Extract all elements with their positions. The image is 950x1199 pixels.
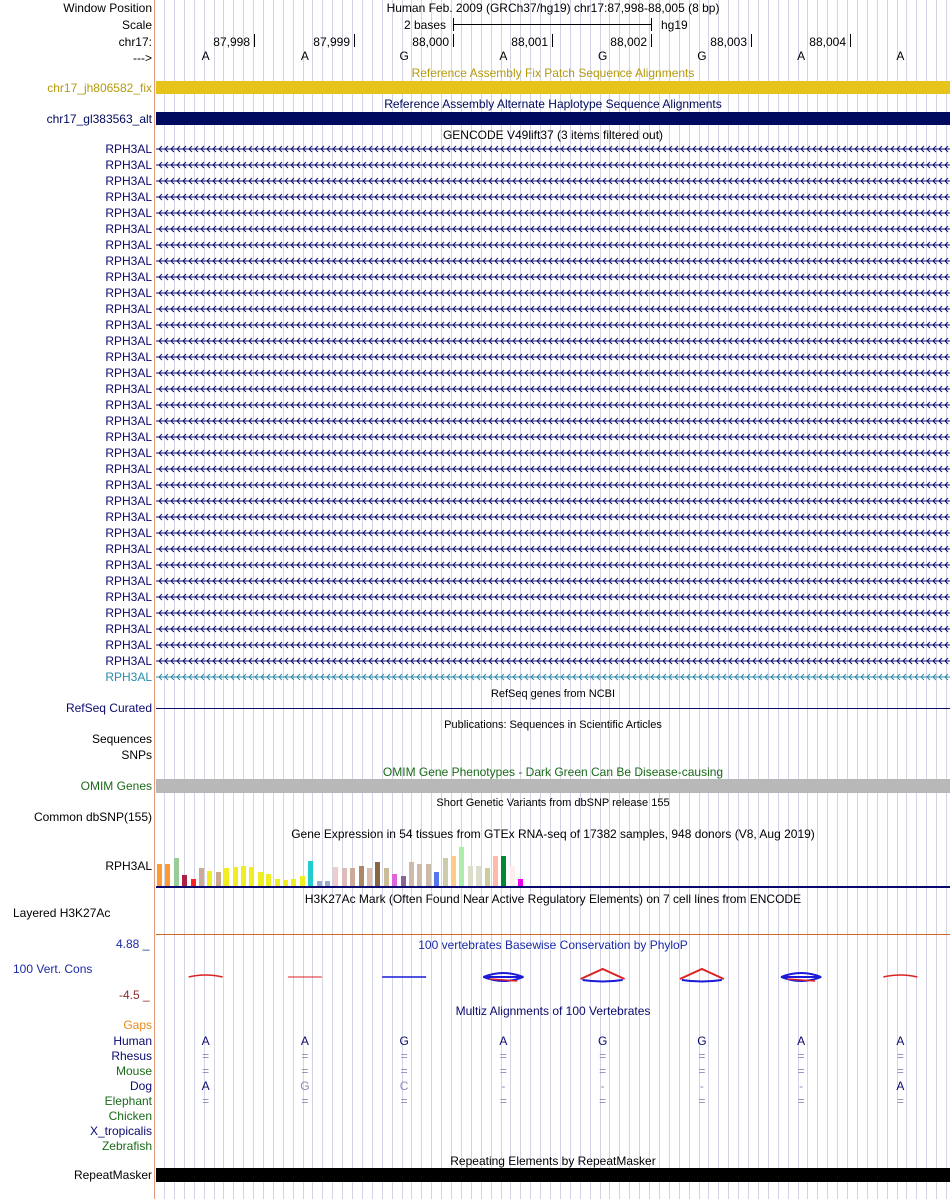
gtex-tissue-bar[interactable]: [207, 871, 212, 886]
gtex-tissue-bar[interactable]: [476, 866, 481, 886]
multiz-aligned-base: A: [797, 1034, 806, 1048]
multiz-species-label[interactable]: Dog: [129, 1079, 152, 1093]
gencode-gene-label[interactable]: RPH3AL: [105, 334, 152, 348]
ruler-position-label: 87,998: [213, 35, 250, 49]
gencode-gene-label[interactable]: RPH3AL: [105, 414, 152, 428]
gencode-gene-label[interactable]: RPH3AL: [105, 318, 152, 332]
refseq-label[interactable]: RefSeq Curated: [65, 701, 152, 715]
gtex-tissue-bar[interactable]: [300, 876, 305, 886]
publications-sequences-label[interactable]: Sequences: [91, 732, 152, 746]
multiz-aligned-base: =: [797, 1094, 805, 1108]
gtex-tissue-bar[interactable]: [468, 866, 473, 886]
phylop-max-label: 4.88 _: [116, 937, 150, 951]
gencode-gene-label[interactable]: RPH3AL: [105, 350, 152, 364]
repeatmasker-element-bar[interactable]: [156, 1168, 950, 1182]
gencode-transcript[interactable]: [156, 477, 950, 493]
gencode-gene-label[interactable]: RPH3AL: [105, 510, 152, 524]
gencode-gene-label[interactable]: RPH3AL: [105, 478, 152, 492]
gencode-transcript[interactable]: [156, 525, 950, 541]
multiz-aligned-base: =: [698, 1094, 706, 1108]
gencode-transcript[interactable]: [156, 557, 950, 573]
gencode-transcript[interactable]: [156, 509, 950, 525]
gencode-transcript[interactable]: [156, 317, 950, 333]
multiz-aligned-base: =: [896, 1064, 904, 1078]
gencode-transcript[interactable]: [156, 429, 950, 445]
gencode-gene-label[interactable]: RPH3AL: [105, 654, 152, 668]
gencode-transcript[interactable]: [156, 621, 950, 637]
phylop-track-title: 100 vertebrates Basewise Conservation by PhyloP: [418, 938, 688, 952]
reference-base: A: [896, 49, 905, 63]
gtex-tissue-bar[interactable]: [426, 864, 431, 886]
scale-bar-left-cap: [453, 18, 454, 31]
assembly-title: Human Feb. 2009 (GRCh37/hg19) chr17:87,998-88,005 (8 bp): [386, 1, 720, 15]
multiz-species-label[interactable]: Human: [113, 1034, 152, 1048]
scale-bar: [453, 24, 651, 25]
gtex-tissue-bar[interactable]: [291, 879, 296, 886]
multiz-species-label[interactable]: Zebrafish: [101, 1139, 152, 1153]
multiz-aligned-base: A: [201, 1079, 210, 1093]
multiz-aligned-base: -: [799, 1079, 804, 1093]
multiz-aligned-base: A: [896, 1034, 905, 1048]
multiz-aligned-base: A: [201, 1034, 210, 1048]
ruler-tick: [651, 34, 652, 47]
multiz-species-label[interactable]: Rhesus: [111, 1049, 152, 1063]
gencode-transcript[interactable]: [156, 221, 950, 237]
multiz-aligned-base: A: [300, 1034, 309, 1048]
gencode-transcript[interactable]: [156, 637, 950, 653]
fix-patch-label[interactable]: chr17_jh806582_fix: [47, 81, 152, 95]
gencode-gene-label[interactable]: RPH3AL: [105, 622, 152, 636]
gencode-gene-label[interactable]: RPH3AL: [105, 430, 152, 444]
gtex-tissue-bar[interactable]: [241, 866, 246, 886]
fix-patch-alignment-bar[interactable]: [156, 81, 950, 94]
gencode-gene-label[interactable]: RPH3AL: [105, 206, 152, 220]
gtex-tissue-bar[interactable]: [409, 862, 414, 886]
multiz-aligned-base: =: [896, 1094, 904, 1108]
gtex-gene-label[interactable]: RPH3AL: [105, 859, 152, 873]
gtex-tissue-bar[interactable]: [518, 879, 523, 886]
gencode-transcript[interactable]: [156, 269, 950, 285]
chrom-label: chr17:: [118, 35, 152, 49]
gtex-tissue-bar[interactable]: [191, 879, 196, 886]
gencode-gene-label[interactable]: RPH3AL: [105, 366, 152, 380]
scale-db: hg19: [661, 18, 688, 32]
multiz-aligned-base: G: [697, 1034, 707, 1048]
multiz-aligned-base: =: [202, 1064, 210, 1078]
multiz-aligned-base: =: [400, 1049, 408, 1063]
gencode-transcript[interactable]: [156, 253, 950, 269]
gtex-tissue-bar[interactable]: [199, 868, 204, 886]
gencode-transcript[interactable]: [156, 381, 950, 397]
gtex-tissue-bar[interactable]: [375, 862, 380, 886]
gtex-gene-underline: [156, 886, 950, 888]
gencode-transcript[interactable]: [156, 189, 950, 205]
multiz-aligned-base: =: [301, 1064, 309, 1078]
multiz-aligned-base: =: [599, 1049, 607, 1063]
gtex-tissue-bar[interactable]: [443, 858, 448, 886]
phylop-conservation-plot[interactable]: [156, 960, 950, 994]
gencode-gene-label[interactable]: RPH3AL: [105, 542, 152, 556]
gencode-gene-label[interactable]: RPH3AL: [105, 526, 152, 540]
omim-label[interactable]: OMIM Genes: [80, 779, 152, 793]
multiz-aligned-base: =: [301, 1094, 309, 1108]
multiz-aligned-base: =: [202, 1094, 210, 1108]
gtex-tissue-bar[interactable]: [359, 866, 364, 886]
multiz-species-label[interactable]: X_tropicalis: [89, 1124, 152, 1138]
gencode-transcript[interactable]: [156, 541, 950, 557]
gencode-transcript[interactable]: [156, 157, 950, 173]
gencode-gene-label[interactable]: RPH3AL: [105, 606, 152, 620]
gencode-gene-label[interactable]: RPH3AL: [105, 190, 152, 204]
strand-arrow-label: --->: [133, 51, 152, 65]
repeatmasker-track-title: Repeating Elements by RepeatMasker: [450, 1154, 656, 1168]
gtex-tissue-bar[interactable]: [157, 864, 162, 886]
gtex-tissue-bar[interactable]: [434, 872, 439, 886]
gtex-tissue-bar[interactable]: [384, 868, 389, 886]
multiz-aligned-base: A: [896, 1079, 905, 1093]
multiz-aligned-base: =: [599, 1064, 607, 1078]
gtex-tissue-bar[interactable]: [216, 872, 221, 886]
gencode-transcript[interactable]: [156, 605, 950, 621]
multiz-aligned-base: =: [896, 1049, 904, 1063]
publications-snps-label[interactable]: SNPs: [121, 748, 152, 762]
gencode-transcript[interactable]: [156, 349, 950, 365]
gtex-tissue-bar[interactable]: [342, 868, 347, 886]
gencode-gene-label[interactable]: RPH3AL: [105, 462, 152, 476]
gencode-gene-label[interactable]: RPH3AL: [105, 238, 152, 252]
gtex-tissue-bar[interactable]: [367, 868, 372, 886]
refseq-track-title: RefSeq genes from NCBI: [490, 688, 616, 700]
alt-haplotype-alignment-bar[interactable]: [156, 112, 950, 125]
gencode-gene-label[interactable]: RPH3AL: [105, 558, 152, 572]
phylop-label[interactable]: 100 Vert. Cons: [13, 962, 93, 976]
multiz-species-label[interactable]: Mouse: [115, 1064, 152, 1078]
reference-base: G: [399, 49, 409, 63]
multiz-aligned-base: =: [797, 1064, 805, 1078]
ruler-position-label: 88,004: [809, 35, 846, 49]
gencode-gene-label[interactable]: RPH3AL: [105, 270, 152, 284]
gencode-gene-label[interactable]: RPH3AL: [105, 158, 152, 172]
multiz-aligned-base: =: [499, 1049, 507, 1063]
h3k27ac-label[interactable]: Layered H3K27Ac: [13, 906, 111, 920]
gencode-transcript[interactable]: [156, 589, 950, 605]
reference-base: A: [201, 49, 210, 63]
multiz-gaps-label[interactable]: Gaps: [123, 1018, 152, 1032]
scale-label: Scale: [121, 18, 152, 32]
multiz-aligned-base: G: [300, 1079, 310, 1093]
gtex-tissue-bar[interactable]: [308, 861, 313, 886]
gencode-transcript[interactable]: [156, 413, 950, 429]
gencode-gene-label[interactable]: RPH3AL: [105, 398, 152, 412]
gtex-tissue-bar[interactable]: [266, 874, 271, 886]
gtex-tissue-bar[interactable]: [417, 864, 422, 886]
multiz-aligned-base: =: [400, 1094, 408, 1108]
scale-text: 2 bases: [404, 18, 447, 32]
gencode-gene-label[interactable]: RPH3AL: [105, 446, 152, 460]
omim-gene-bar[interactable]: [156, 779, 950, 793]
repeatmasker-label[interactable]: RepeatMasker: [73, 1168, 152, 1182]
reference-base: A: [300, 49, 309, 63]
multiz-aligned-base: G: [399, 1034, 409, 1048]
gtex-track-title: Gene Expression in 54 tissues from GTEx RNA-seq of 17382 samples, 948 donors (V8, Aug 2019): [291, 827, 815, 841]
multiz-aligned-base: =: [698, 1064, 706, 1078]
gencode-transcript[interactable]: [156, 333, 950, 349]
gencode-transcript[interactable]: [156, 573, 950, 589]
ruler-position-label: 88,001: [511, 35, 548, 49]
ruler-tick: [354, 34, 355, 47]
gtex-tissue-bar[interactable]: [224, 868, 229, 886]
multiz-aligned-base: =: [499, 1064, 507, 1078]
multiz-aligned-base: =: [797, 1049, 805, 1063]
multiz-aligned-base: -: [699, 1079, 704, 1093]
ruler-tick: [254, 34, 255, 47]
ruler-position-label: 88,002: [610, 35, 647, 49]
gencode-transcript[interactable]: [156, 493, 950, 509]
reference-base: A: [499, 49, 508, 63]
reference-base: G: [697, 49, 707, 63]
gencode-transcript[interactable]: [156, 397, 950, 413]
h3k27ac-signal-baseline[interactable]: [156, 934, 950, 935]
ruler-tick: [850, 34, 851, 47]
multiz-aligned-base: =: [301, 1049, 309, 1063]
multiz-aligned-base: A: [499, 1034, 508, 1048]
multiz-aligned-base: G: [597, 1034, 608, 1048]
multiz-aligned-base: =: [698, 1049, 706, 1063]
gtex-tissue-bar[interactable]: [258, 872, 263, 886]
multiz-aligned-base: C: [399, 1079, 409, 1093]
gencode-gene-label[interactable]: RPH3AL: [105, 590, 152, 604]
gtex-tissue-bar[interactable]: [182, 875, 187, 886]
gtex-tissue-bar[interactable]: [275, 879, 280, 886]
ruler-position-label: 88,000: [412, 35, 449, 49]
multiz-aligned-base: =: [499, 1094, 507, 1108]
gencode-transcript[interactable]: [156, 669, 950, 685]
gencode-gene-label[interactable]: RPH3AL: [105, 382, 152, 396]
h3k27ac-track-title: H3K27Ac Mark (Often Found Near Active Regulatory Elements) on 7 cell lines from ENCODE: [304, 892, 802, 906]
ruler-position-label: 87,999: [313, 35, 350, 49]
gtex-tissue-bar[interactable]: [485, 868, 490, 886]
alt-haplotype-label[interactable]: chr17_gl383563_alt: [46, 112, 152, 126]
gencode-transcript[interactable]: [156, 365, 950, 381]
gencode-transcript[interactable]: [156, 653, 950, 669]
reference-base: G: [597, 49, 608, 63]
gtex-tissue-bar[interactable]: [493, 856, 498, 886]
dbsnp-label[interactable]: Common dbSNP(155): [33, 810, 152, 824]
gencode-gene-label[interactable]: RPH3AL: [105, 638, 152, 652]
gencode-gene-label[interactable]: RPH3AL: [105, 574, 152, 588]
multiz-track-title: Multiz Alignments of 100 Vertebrates: [455, 1004, 651, 1018]
gencode-transcript[interactable]: [156, 445, 950, 461]
scale-bar-right-cap: [651, 18, 652, 31]
gencode-transcript[interactable]: [156, 141, 950, 157]
multiz-species-label[interactable]: Chicken: [108, 1109, 152, 1123]
ruler-tick: [751, 34, 752, 47]
refseq-gene-line[interactable]: [156, 708, 950, 709]
gencode-gene-label[interactable]: RPH3AL: [105, 174, 152, 188]
multiz-aligned-base: -: [501, 1079, 506, 1093]
alt-haplotype-track-title: Reference Assembly Alternate Haplotype Sequence Alignments: [384, 97, 722, 111]
ruler-position-label: 88,003: [710, 35, 747, 49]
ruler-tick: [453, 34, 454, 47]
gencode-transcript[interactable]: [156, 237, 950, 253]
gtex-tissue-bar[interactable]: [233, 867, 238, 886]
gencode-gene-label[interactable]: RPH3AL: [105, 286, 152, 300]
gencode-gene-label[interactable]: RPH3AL: [105, 222, 152, 236]
gencode-track-title: GENCODE V49lift37 (3 items filtered out): [442, 128, 664, 142]
fix-patch-track-title: Reference Assembly Fix Patch Sequence Alignments: [411, 66, 695, 80]
omim-track-title: OMIM Gene Phenotypes - Dark Green Can Be Disease-causing: [382, 765, 724, 779]
ruler-tick: [552, 34, 553, 47]
gencode-gene-label[interactable]: RPH3AL: [105, 254, 152, 268]
reference-base: A: [797, 49, 806, 63]
gencode-gene-label[interactable]: RPH3AL: [105, 302, 152, 316]
dbsnp-track-title: Short Genetic Variants from dbSNP release 155: [436, 797, 670, 809]
multiz-aligned-base: =: [599, 1094, 607, 1108]
window-position-label: Window Position: [63, 1, 152, 15]
gtex-tissue-bar[interactable]: [350, 868, 355, 886]
gtex-tissue-bar[interactable]: [401, 876, 406, 886]
gencode-gene-label[interactable]: RPH3AL: [105, 494, 152, 508]
gtex-tissue-bar[interactable]: [174, 858, 179, 886]
gencode-transcript[interactable]: [156, 173, 950, 189]
gencode-transcript[interactable]: [156, 461, 950, 477]
gencode-transcript[interactable]: [156, 301, 950, 317]
gtex-tissue-bar[interactable]: [392, 874, 397, 886]
label-column-divider: [154, 0, 155, 1199]
gtex-tissue-bar[interactable]: [249, 867, 254, 886]
gtex-tissue-bar[interactable]: [510, 866, 515, 886]
phylop-min-label: -4.5 _: [119, 988, 150, 1002]
gtex-tissue-bar[interactable]: [451, 856, 456, 886]
publications-track-title: Publications: Sequences in Scientific Articles: [444, 719, 662, 731]
multiz-aligned-base: -: [600, 1079, 605, 1093]
multiz-aligned-base: =: [202, 1049, 210, 1063]
gencode-transcript[interactable]: [156, 205, 950, 221]
gencode-transcript[interactable]: [156, 285, 950, 301]
gtex-tissue-bar[interactable]: [333, 867, 338, 886]
gencode-gene-label[interactable]: RPH3AL: [105, 142, 152, 156]
gtex-tissue-bar[interactable]: [165, 864, 170, 886]
gtex-tissue-bar[interactable]: [501, 856, 506, 886]
gtex-tissue-bar[interactable]: [459, 847, 464, 886]
multiz-aligned-base: =: [400, 1064, 408, 1078]
multiz-species-label[interactable]: Elephant: [104, 1094, 152, 1108]
gencode-gene-label[interactable]: RPH3AL: [105, 670, 152, 684]
